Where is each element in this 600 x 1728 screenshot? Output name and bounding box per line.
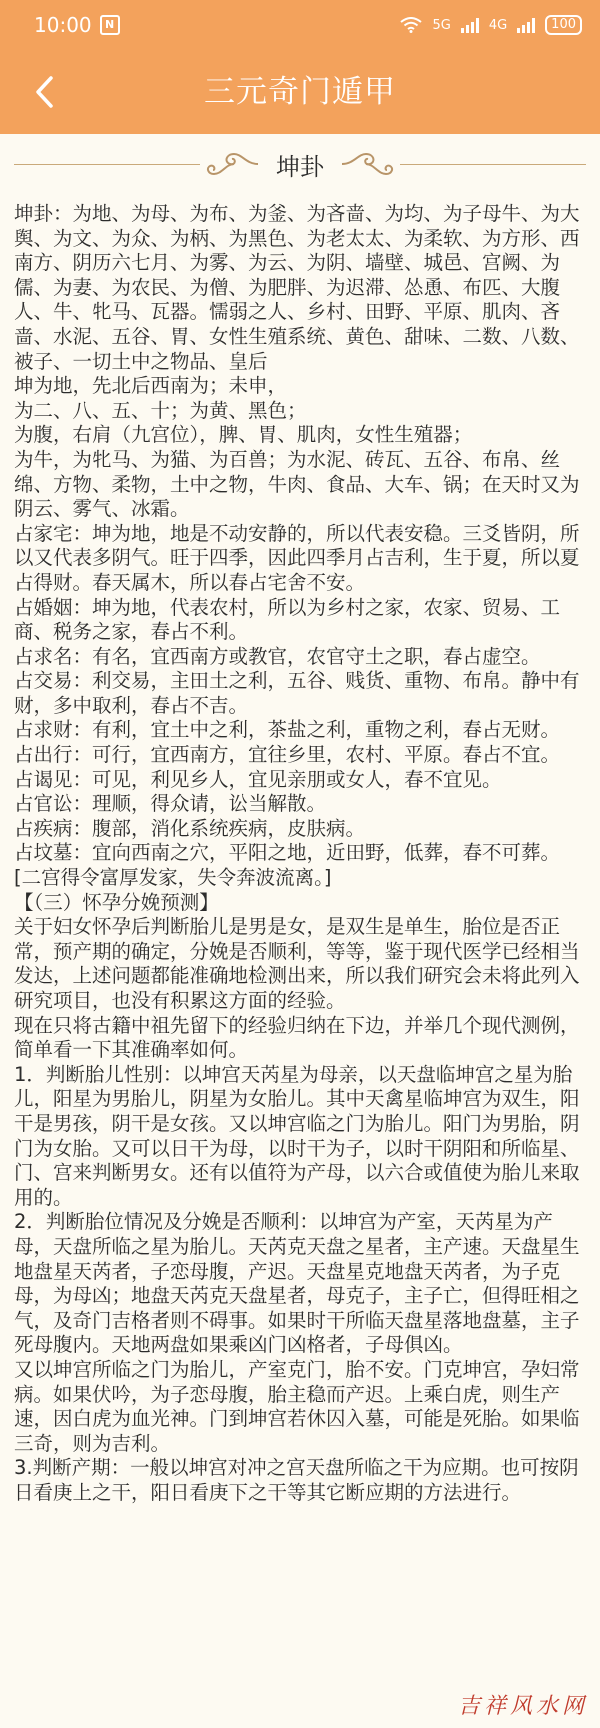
nav-bar bbox=[0, 50, 600, 134]
signal-5g-icon bbox=[461, 17, 479, 33]
paragraph: 现在只将古籍中祖先留下的经验归纳在下边，并举几个现代测例，简单看一下其准确率如何。 bbox=[14, 1013, 580, 1062]
page-title: 三元奇门遁甲 bbox=[204, 74, 396, 110]
status-right bbox=[400, 15, 582, 35]
section-title: 坤卦 bbox=[276, 152, 324, 181]
paragraph: 为腹，右肩（九宫位），脾、胃、肌肉，女性生殖器； bbox=[14, 423, 473, 447]
paragraph: 占谒见：可见，利见乡人，宜见亲朋或女人，春不宜见。 bbox=[14, 767, 502, 791]
paragraph: 【（三）怀孕分娩预测】 bbox=[14, 890, 219, 914]
paragraph: 1．判断胎儿性别：以坤宫天芮星为母亲，以天盘临坤宫之星为胎儿，阳星为男胎儿，阴星为女胎儿。其中天禽星临坤宫为双生，阳干是男孩，阴干是女孩。又以坤宫临之门为胎儿。阳门为男胎，阴门为女胎。又可以日干为母，以时干为子，以时干阴阳和所临星、门、宫来判断男女。还有以值符为产母，以六合或值使为胎儿来取用的。 bbox=[14, 1062, 580, 1209]
paragraph: 占出行：可行，宜西南方，宜往乡里，农村、平原。春占不宜。 bbox=[14, 743, 561, 767]
paragraph: 占官讼：理顺，得众请，讼当解散。 bbox=[14, 792, 327, 816]
status-bar bbox=[0, 0, 600, 50]
paragraph: 占求财：有利，宜土中之利，茶盐之利，重物之利，春占无财。 bbox=[14, 718, 561, 742]
ornament-right-icon bbox=[340, 150, 394, 178]
watermark-logo: 吉祥风水网 bbox=[457, 1694, 588, 1719]
divider-line-left bbox=[14, 164, 200, 165]
paragraph: 占坟墓：宜向西南之穴，平阳之地，近田野，低葬，春不可葬。 bbox=[14, 841, 561, 865]
paragraph: 为牛，为牝马、为猫、为百兽；为水泥、砖瓦、五谷、布帛、丝绵、方物、柔物，土中之物，牛肉、食品、大车、锅；在天时又为阴云、雾气、冰霜。 bbox=[14, 447, 580, 521]
status-left bbox=[34, 13, 120, 37]
section-header bbox=[0, 144, 600, 184]
paragraph: 关于妇女怀孕后判断胎儿是男是女，是双生是单生，胎位是否正常，预产期的确定，分娩是否顺利，等等，鉴于现代医学已经相当发达，上述问题都能准确地检测出来，所以我们研究会未将此列入研究项目，也没有积累这方面的经验。 bbox=[14, 915, 580, 1012]
paragraph: 坤为地，先北后西南为；未申， bbox=[14, 374, 288, 398]
paragraph: 坤卦：为地、为母、为布、为釜、为吝啬、为均、为子母牛、为大舆、为文、为众、为柄、为黑色、为老太太、为柔软、为方形、西南方、阴历六七月、为雾、为云、为阴、墙壁、城邑、宫阙、为儒、为妻、为农民、为僧、为肥胖、为迟滞、怂恿、布匹、大腹人、牛、牝马、瓦器。懦弱之人、乡村、田野、平原、肌肉、吝啬、水泥、五谷、胃、女性生殖系统、黄色、甜味、二数、八数、被子、一切土中之物品、皇后 bbox=[14, 202, 580, 373]
nfc-icon: N bbox=[100, 15, 120, 35]
paragraph: 又以坤宫所临之门为胎儿，产室克门，胎不安。门克坤宫，孕妇常病。如果伏吟，为子恋母腹，胎主稳而产迟。上乘白虎，则生产速，因白虎为血光神。门到坤宫若休囚入墓，可能是死胎。如果临三奇，则为吉利。 bbox=[14, 1357, 580, 1455]
paragraph: 占疾病：腹部，消化系统疾病，皮肤病。 bbox=[14, 816, 366, 840]
network-4g-label: 4G bbox=[488, 17, 508, 33]
paragraph: 2．判断胎位情况及分娩是否顺利：以坤宫为产室，天芮星为产母，天盘所临之星为胎儿。天芮克天盘之星者，主产速。天盘星生地盘星天芮者，子恋母腹，产迟。天盘星克地盘天芮者，为子克母，为母凶；地盘天芮克天盘星者，母克子，主子亡，但得旺相之气，及奇门吉格者则不碍事。如果时干所临天盘星落地盘墓，主子死母腹内。天地两盘如果乘凶门凶格者，子母俱凶。 bbox=[14, 1210, 580, 1357]
network-5g-label: 5G bbox=[432, 17, 451, 33]
paragraph: 占婚姻：坤为地，代表农村，所以为乡村之家，农家、贸易、工商、税务之家，春占不利。 bbox=[14, 595, 561, 644]
paragraph: 3.判断产期：一般以坤宫对冲之宫天盘所临之干为应期。也可按阴日看庚上之干，阳日看庚下之干等其它断应期的方法进行。 bbox=[14, 1456, 579, 1504]
paragraph: 为二、八、五、十；为黄、黑色； bbox=[14, 398, 307, 422]
status-time: 10:00 bbox=[34, 13, 92, 37]
paragraph: 占家宅：坤为地，地是不动安静的，所以代表安稳。三爻皆阴，所以又代表多阴气。旺于四季，因此四季月占吉利，生于夏，所以夏占得财。春天属木，所以春占宅舍不安。 bbox=[14, 521, 580, 594]
ornament-left-icon bbox=[206, 150, 260, 178]
wifi-icon bbox=[400, 17, 422, 33]
divider-line-right bbox=[400, 164, 586, 165]
paragraph: 占交易：利交易，主田土之利，五谷、贱货、重物、布帛。静中有财，多中取利，春占不吉。 bbox=[14, 669, 580, 717]
article-content bbox=[14, 202, 586, 1505]
paragraph: [二宫得令富厚发家，失令奔波流离。] bbox=[14, 866, 332, 890]
battery-icon: 100 bbox=[545, 15, 582, 35]
signal-4g-icon bbox=[517, 17, 535, 33]
paragraph: 占求名：有名，宜西南方或教官，农官守土之职，春占虚空。 bbox=[14, 644, 541, 668]
